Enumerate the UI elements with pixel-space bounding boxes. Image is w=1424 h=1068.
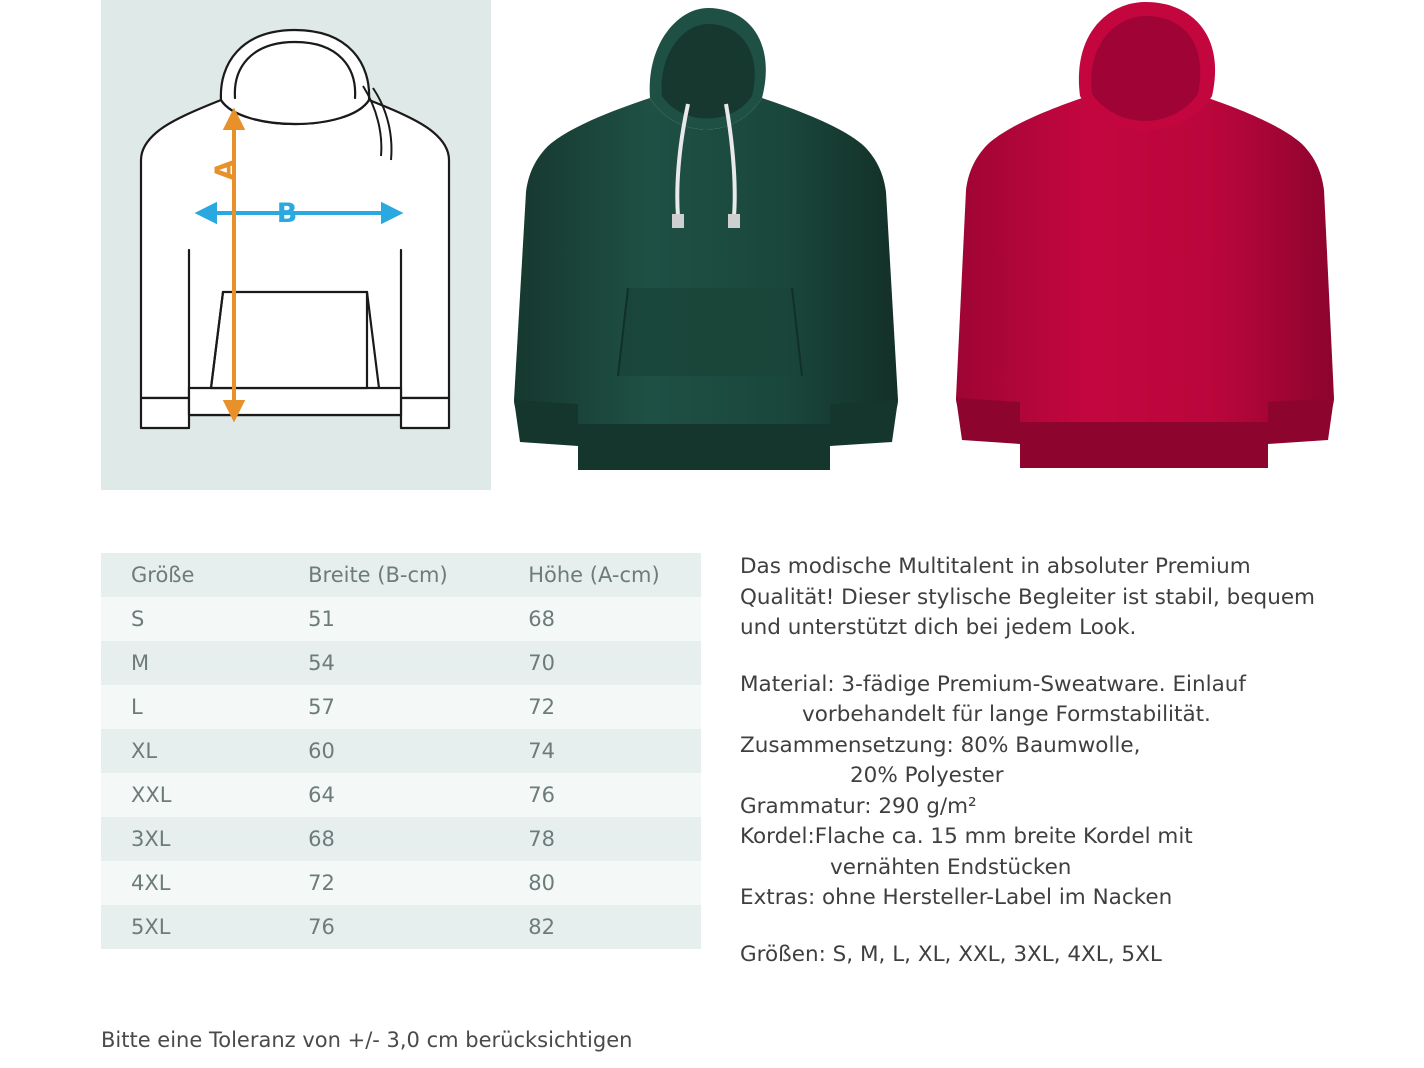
cell-size: S [131,607,145,631]
table-row [101,685,701,729]
table-row [101,597,701,641]
weight-line: Grammatur: 290 g/m² [740,793,977,819]
cell-height: 78 [528,827,555,851]
cell-size: M [131,651,150,675]
table-header-size: Größe [131,563,195,587]
cell-height: 68 [528,607,555,631]
cell-width: 76 [308,915,335,939]
hoodie-front-green-photo [500,0,920,490]
measurement-diagram [101,0,491,490]
cell-size: 4XL [131,871,171,895]
material-line-2: vorbehandelt für lange Formstabilität. [802,702,1211,728]
cell-size: 5XL [131,915,171,939]
cell-height: 76 [528,783,555,807]
height-label: A [210,159,241,181]
spacer [740,914,1340,940]
cell-size: XL [131,739,158,763]
table-row [101,773,701,817]
size-table [101,553,701,949]
cord-line-1: Kordel:Flache ca. 15 mm breite Kordel mit [740,824,1193,850]
cell-width: 51 [308,607,335,631]
cell-size: XXL [131,783,172,807]
table-row [101,641,701,685]
composition-line-2: 20% Polyester [850,763,1004,789]
cord-line-2: vernähten Endstücken [830,854,1072,880]
table-row [101,817,701,861]
cell-width: 72 [308,871,335,895]
material-line-1: Material: 3-fädige Premium-Sweatware. Einlauf [740,671,1246,697]
table-row [101,861,701,905]
composition-line-1: Zusammensetzung: 80% Baumwolle, [740,732,1141,758]
cell-width: 54 [308,651,335,675]
extras-line: Extras: ohne Hersteller-Label im Nacken [740,885,1173,911]
cell-size: 3XL [131,827,171,851]
cell-height: 72 [528,695,555,719]
table-row [101,905,701,949]
product-images-row [0,0,1424,500]
table-header-height: Höhe (A-cm) [528,563,660,587]
cell-height: 70 [528,651,555,675]
tolerance-note: Bitte eine Toleranz von +/- 3,0 cm berücksichtigen [101,1028,633,1052]
cell-width: 68 [308,827,335,851]
table-row [101,729,701,773]
spacer [740,644,1340,670]
width-label: B [276,198,298,229]
table-header-row [101,553,701,597]
description-intro: Das modische Multitalent in absoluter Premium Qualität! Dieser stylische Begleiter ist stabil, bequem und unterstützt dich bei jedem Look. [740,554,1315,641]
cell-size: L [131,695,143,719]
cell-height: 74 [528,739,555,763]
cell-height: 82 [528,915,555,939]
cell-width: 57 [308,695,335,719]
hoodie-outline-drawing [101,0,491,490]
sizes-line: Größen: S, M, L, XL, XXL, 3XL, 4XL, 5XL [740,941,1162,967]
product-description [740,552,1340,970]
cell-width: 60 [308,739,335,763]
cell-width: 64 [308,783,335,807]
cell-height: 80 [528,871,555,895]
hoodie-back-red-photo [940,0,1360,490]
table-header-width: Breite (B-cm) [308,563,448,587]
